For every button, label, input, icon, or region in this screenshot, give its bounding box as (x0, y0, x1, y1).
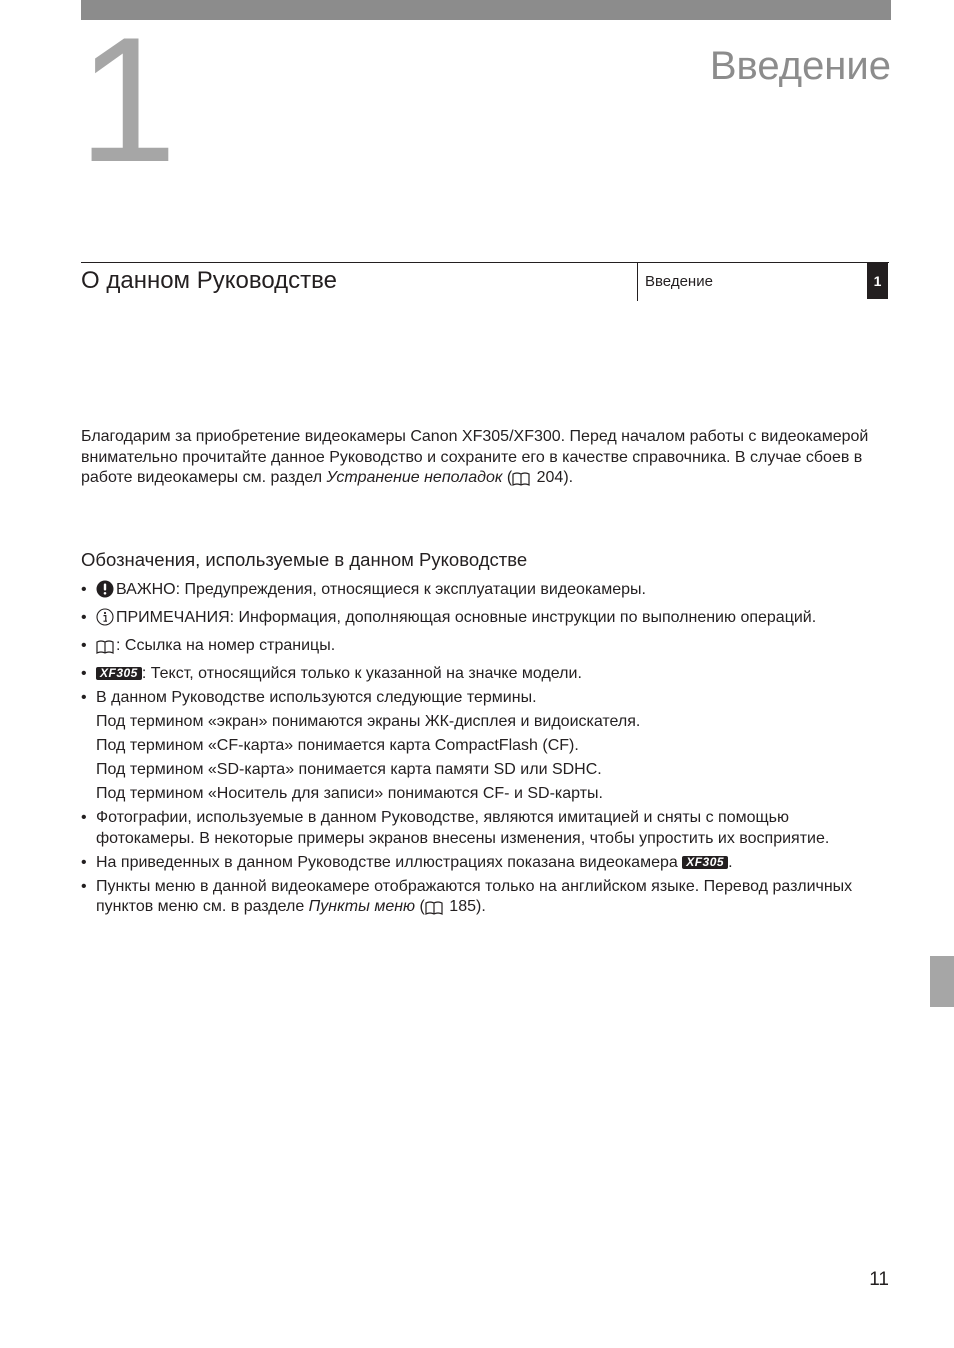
book-icon (96, 640, 114, 661)
section-title: О данном Руководстве (81, 267, 337, 294)
term-sd-card: Под термином «SD-карта» понимается карта памяти SD или SDHC. (96, 761, 602, 778)
book-icon (512, 472, 530, 493)
model-badge: XF305 (682, 856, 728, 869)
term-media: Под термином «Носитель для записи» понимаются CF- и SD-карты. (96, 785, 603, 802)
page-number: 11 (869, 1269, 889, 1290)
section-rule (81, 262, 889, 263)
conventions-list (81, 580, 889, 925)
chapter-side-tab (930, 956, 954, 1007)
top-bar (81, 0, 891, 20)
troubleshooting-link[interactable]: Устранение неполадок (326, 469, 503, 486)
chapter-title: Введение (709, 44, 891, 88)
intro-ref-page: 204 (536, 469, 564, 486)
conventions-heading: Обозначения, используемые в данном Руководстве (81, 549, 528, 570)
intro-paragraph: Благодарим за приобретение видеокамеры Canon XF305/XF300. Перед началом работы с видеокамерой внимательно прочитайте данное Руководство и сохраните его в качестве справочника. В случае сбоев в работе видеокамеры см. раздел Устранение неполадок ( 204). (81, 427, 889, 493)
section-badge: 1 (867, 263, 888, 299)
list-item: • ПРИМЕЧАНИЯ: Информация, дополняющая основные инструкции по выполнению операций. (81, 608, 889, 633)
list-item: • : Ссылка на номер страницы. (81, 636, 889, 661)
list-item: • XF305 : Текст, относящийся только к указанной на значке модели. (81, 665, 582, 682)
list-item: • На приведенных в данном Руководстве иллюстрациях показана видеокамера XF305 . (81, 853, 733, 871)
important-icon (96, 580, 114, 605)
list-item: • Пункты меню в данной видеокамере отображаются только на английском языке. Перевод различных пунктов меню см. в разделе Пункты меню ( 185). (81, 877, 889, 922)
intro-text: Благодарим за приобретение видеокамеры Canon XF305/XF300. Перед началом работы с видеокамерой внимательно прочитайте данное Руководство и сохраните его в качестве справочника. В случае сбоев в работе видеокамеры см. раздел (81, 428, 869, 486)
term-screen: Под термином «экран» понимаются экраны ЖК-дисплея и видоискателя. (96, 713, 641, 730)
menu-items-link[interactable]: Пункты меню (308, 898, 416, 915)
section-divider (637, 263, 638, 301)
menu-ref-page: 185 (449, 898, 476, 915)
list-item: • Фотографии, используемые в данном Руководстве, являются имитацией и сняты с помощью фотокамеры. В некоторые примеры экранов внесены изменения, чтобы упростить их восприятие. (81, 809, 830, 847)
section-tag: Введение (645, 273, 713, 290)
chapter-number: 1 (78, 0, 173, 199)
model-badge: XF305 (96, 667, 142, 680)
term-cf-card: Под термином «CF-карта» понимается карта CompactFlash (CF). (96, 737, 579, 754)
list-item: • ВАЖНО: Предупреждения, относящиеся к эксплуатации видеокамеры. (81, 580, 889, 605)
notes-icon (96, 608, 114, 633)
book-icon (425, 901, 443, 922)
list-item: • В данном Руководстве используются следующие термины. Под термином «экран» понимаются экраны ЖК-дисплея и видоискателя. Под термином «CF-карта» понимается карта CompactFlash (CF). Под термином «SD-карта» понимается карта памяти SD или SDHC. Под термином «Носитель для записи» понимаются CF- и SD-карты. (81, 688, 889, 805)
